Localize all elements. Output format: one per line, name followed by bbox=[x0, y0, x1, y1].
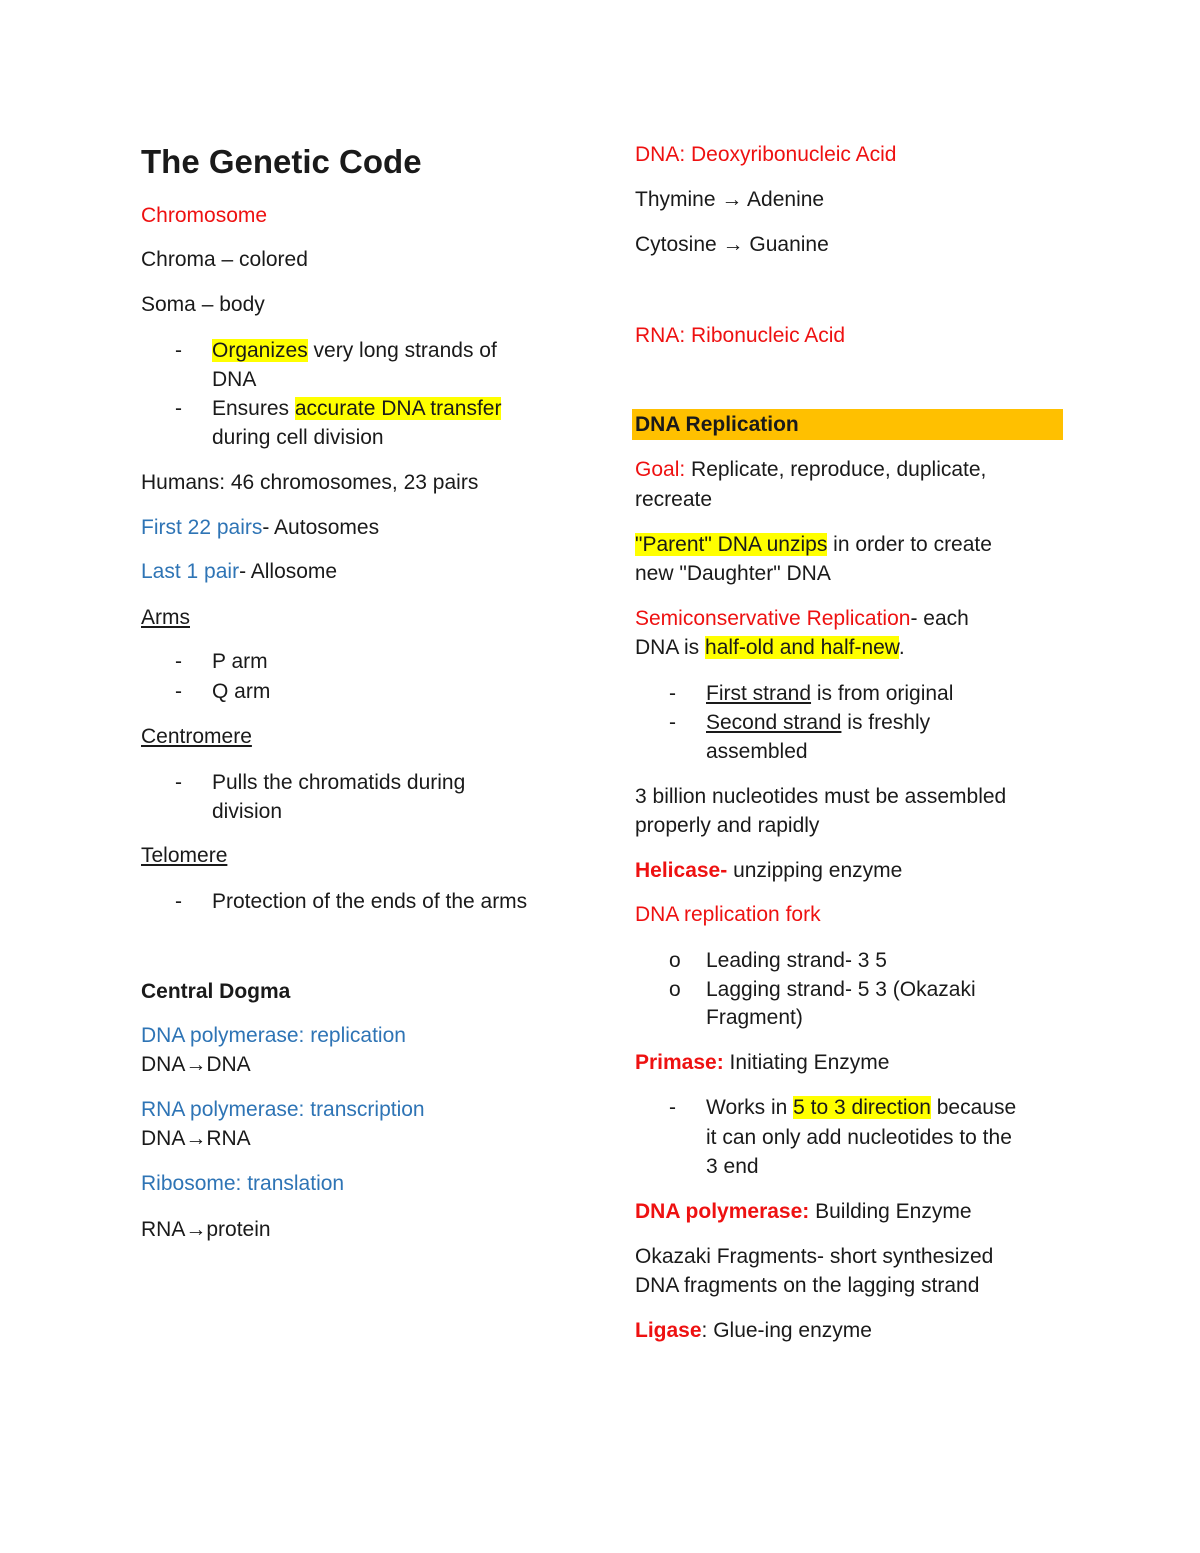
primase-line: Primase: Initiating Enzyme bbox=[635, 1051, 890, 1074]
rna-definition: RNA: Ribonucleic Acid bbox=[635, 324, 846, 347]
dash-bullet: - bbox=[175, 680, 182, 703]
dna-polymerase-line: DNA polymerase: replication bbox=[141, 1024, 406, 1047]
parent-line: "Parent" DNA unzips in order to create bbox=[635, 533, 992, 556]
dash-bullet: - bbox=[175, 771, 182, 794]
dna-polymerase-line: DNA polymerase: Building Enzyme bbox=[635, 1200, 972, 1223]
bullet-works: - Works in 5 to 3 direction because bbox=[706, 1093, 1016, 1122]
dash-bullet: - bbox=[175, 890, 182, 913]
replication-fork-line: DNA replication fork bbox=[635, 903, 821, 926]
bullet-leading: o Leading strand- 3 5 bbox=[706, 946, 887, 975]
bullet-lagging-cont: Fragment) bbox=[706, 1006, 803, 1029]
humans-line: Humans: 46 chromosomes, 23 pairs bbox=[141, 471, 479, 494]
highlight-text: 5 to 3 direction bbox=[793, 1096, 931, 1119]
bullet-ensures: - Ensures accurate DNA transfer bbox=[212, 394, 501, 423]
dna-definition: DNA: Deoxyribonucleic Acid bbox=[635, 143, 897, 166]
bullet-lagging: o Lagging strand- 5 3 (Okazaki bbox=[706, 975, 976, 1004]
dash-bullet: - bbox=[669, 711, 676, 734]
dash-bullet: - bbox=[669, 1096, 676, 1119]
centromere-heading: Centromere bbox=[141, 725, 252, 748]
rna-protein-line: RNA→protein bbox=[141, 1218, 271, 1241]
billion-line: 3 billion nucleotides must be assembled bbox=[635, 785, 1007, 808]
soma-line: Soma – body bbox=[141, 293, 265, 316]
chroma-line: Chroma – colored bbox=[141, 248, 308, 271]
arms-heading: Arms bbox=[141, 606, 190, 629]
dna-rna-line: DNA→RNA bbox=[141, 1127, 251, 1150]
ribosome-line: Ribosome: translation bbox=[141, 1172, 345, 1195]
thymine-line: Thymine → Adenine bbox=[635, 188, 825, 211]
highlight-text: "Parent" DNA unzips bbox=[635, 533, 828, 556]
ligase-line: Ligase: Glue-ing enzyme bbox=[635, 1319, 872, 1342]
billion-line-cont: properly and rapidly bbox=[635, 814, 820, 837]
goal-line-cont: recreate bbox=[635, 488, 713, 511]
chromosome-heading: Chromosome bbox=[141, 204, 268, 227]
highlight-text: Organizes bbox=[212, 339, 308, 362]
okazaki-line: Okazaki Fragments- short synthesized bbox=[635, 1245, 994, 1268]
bullet-works-cont-2: 3 end bbox=[706, 1155, 759, 1178]
circle-bullet: o bbox=[669, 978, 681, 1001]
goal-line: Goal: Replicate, reproduce, duplicate, bbox=[635, 458, 987, 481]
last-pair-line: Last 1 pair- Allosome bbox=[141, 560, 338, 583]
bullet-p-arm: - P arm bbox=[212, 647, 268, 676]
bullet-telomere: - Protection of the ends of the arms bbox=[212, 887, 527, 916]
page-title: The Genetic Code bbox=[141, 143, 422, 180]
bullet-organizes: - Organizes very long strands of bbox=[212, 336, 497, 365]
dna-dna-line: DNA→DNA bbox=[141, 1053, 251, 1076]
dna-replication-heading: DNA Replication bbox=[635, 413, 799, 436]
telomere-heading: Telomere bbox=[141, 844, 228, 867]
highlight-text: accurate DNA transfer bbox=[294, 397, 502, 420]
bullet-first-strand: - First strand is from original bbox=[706, 679, 953, 708]
central-dogma-heading: Central Dogma bbox=[141, 980, 291, 1003]
dash-bullet: - bbox=[175, 650, 182, 673]
bullet-second-strand: - Second strand is freshly bbox=[706, 708, 930, 737]
dash-bullet: - bbox=[175, 339, 182, 362]
rna-polymerase-line: RNA polymerase: transcription bbox=[141, 1098, 425, 1121]
bullet-works-cont: it can only add nucleotides to the bbox=[706, 1126, 1012, 1149]
semiconservative-line: Semiconservative Replication- each bbox=[635, 607, 969, 630]
highlight-text: half-old and half-new bbox=[705, 636, 899, 659]
helicase-line: Helicase- unzipping enzyme bbox=[635, 859, 903, 882]
dash-bullet: - bbox=[175, 397, 182, 420]
bullet-ensures-cont: during cell division bbox=[212, 426, 384, 449]
circle-bullet: o bbox=[669, 949, 681, 972]
semiconservative-line-cont: DNA is half-old and half-new. bbox=[635, 636, 905, 659]
okazaki-line-cont: DNA fragments on the lagging strand bbox=[635, 1274, 980, 1297]
first-pairs-line: First 22 pairs- Autosomes bbox=[141, 516, 380, 539]
cytosine-line: Cytosine → Guanine bbox=[635, 233, 829, 256]
bullet-centromere-cont: division bbox=[212, 800, 283, 823]
dash-bullet: - bbox=[669, 682, 676, 705]
parent-line-cont: new "Daughter" DNA bbox=[635, 562, 831, 585]
bullet-q-arm: - Q arm bbox=[212, 677, 270, 706]
bullet-second-strand-cont: assembled bbox=[706, 740, 808, 763]
bullet-organizes-cont: DNA bbox=[212, 368, 257, 391]
bullet-centromere: - Pulls the chromatids during bbox=[212, 768, 465, 797]
